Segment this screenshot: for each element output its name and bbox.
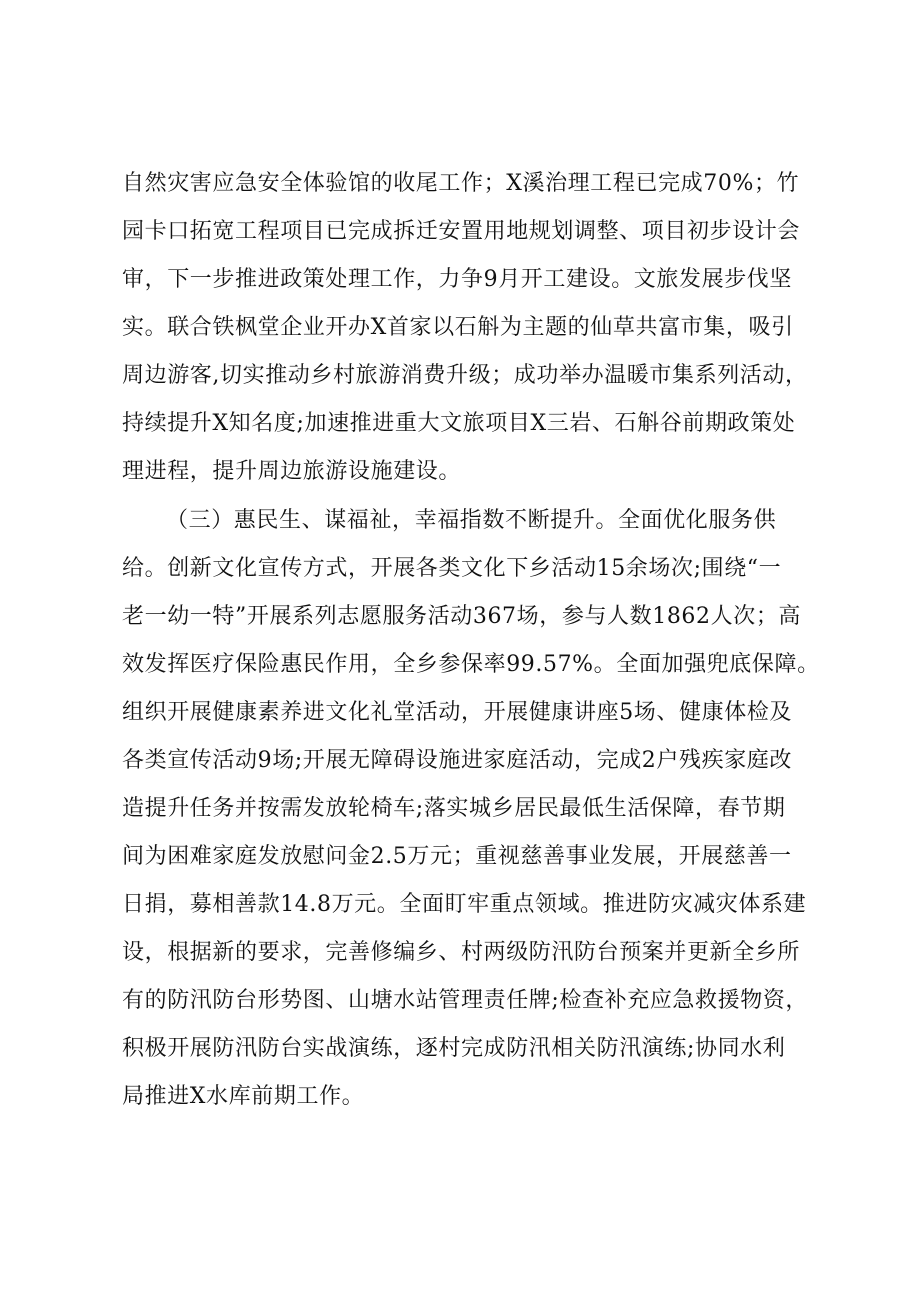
text-line: 有的防汛防台形势图、山塘水站管理责任牌;检查补充应急救援物资，	[122, 988, 809, 1013]
text-line: 理进程，提升周边旅游设施建设。	[122, 459, 462, 484]
section-heading-line: （三）惠民生、谋福祉，幸福指数不断提升。全面优化服务供	[166, 508, 777, 533]
text-line: 设，根据新的要求，完善修编乡、村两级防汛防台预案并更新全乡所	[122, 940, 801, 965]
text-line: 各类宣传活动9场;开展无障碍设施进家庭活动，完成2户残疾家庭改	[122, 748, 793, 773]
text-line: 自然灾害应急安全体验馆的收尾工作；X溪治理工程已完成70%；竹	[122, 171, 800, 196]
text-line: 效发挥医疗保险惠民作用，全乡参保率99.57%。全面加强兜底保障。	[122, 652, 820, 677]
text-line: 周边游客,切实推动乡村旅游消费升级；成功举办温暖市集系列活动，	[122, 363, 808, 388]
text-line: 持续提升X知名度;加速推进重大文旅项目X三岩、石斛谷前期政策处	[122, 411, 796, 436]
paragraph-1	[122, 160, 812, 496]
text-line: 造提升任务并按需发放轮椅车;落实城乡居民最低生活保障，春节期	[122, 796, 786, 821]
paragraph-2	[122, 497, 820, 1121]
text-line: 局推进X水库前期工作。	[122, 1084, 365, 1109]
text-line: 园卡口拓宽工程项目已完成拆迁安置用地规划调整、项目初步设计会	[122, 219, 801, 244]
text-line: 审，下一步推进政策处理工作，力争9月开工建设。文旅发展步伐坚	[122, 267, 792, 292]
text-line: 积极开展防汛防台实战演练，逐村完成防汛相关防汛演练;协同水利	[122, 1036, 786, 1061]
text-line: 组织开展健康素养进文化礼堂活动，开展健康讲座5场、健康体检及	[122, 700, 792, 725]
text-line: 日捐，募相善款14.8万元。全面盯牢重点领域。推进防灾减灾体系建	[122, 892, 807, 917]
text-line: 给。创新文化宣传方式，开展各类文化下乡活动15余场次;围绕“一	[122, 556, 782, 581]
text-line: 实。联合铁枫堂企业开办X首家以石斛为主题的仙草共富市集，吸引	[122, 315, 794, 340]
text-line: 老一幼一特”开展系列志愿服务活动367场，参与人数1862人次；高	[122, 604, 802, 629]
text-line: 间为困难家庭发放慰问金2.5万元；重视慈善事业发展，开展慈善一	[122, 844, 792, 869]
